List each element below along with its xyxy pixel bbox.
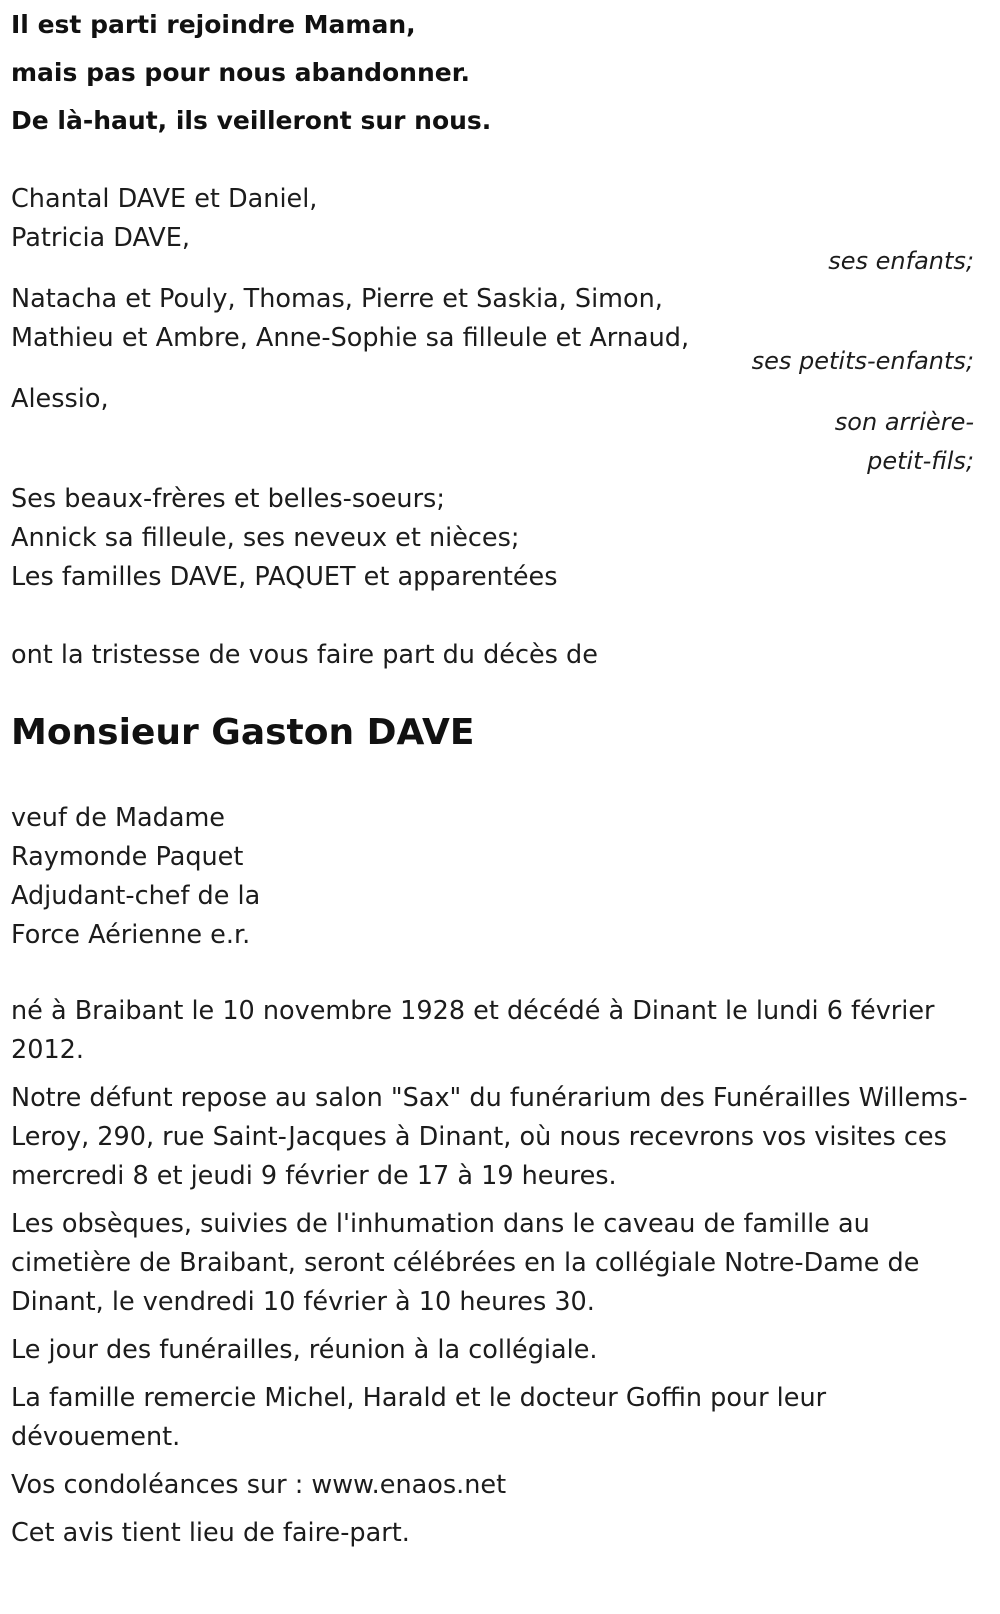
relatives-line-3: Les familles DAVE, PAQUET et apparentées — [11, 562, 558, 592]
thanks-paragraph: La famille remercie Michel, Harald et le docteur Goffin pour leur dévouement. — [11, 1383, 827, 1452]
funeral-paragraph: Les obsèques, suivies de l'inhumation dans le caveau de famille au cimetière de Braibant, seront célébrées en la collégiale Notre-Dame de Dinant, le vendredi 10 février à 10 heures 30. — [11, 1209, 920, 1317]
children-role: ses enfants; — [828, 247, 974, 275]
great-grandchild-line: Alessio, — [11, 384, 109, 414]
grandchildren-line-2: Mathieu et Ambre, Anne-Sophie sa filleule et Arnaud, — [11, 323, 690, 353]
deceased-name: Monsieur Gaston DAVE — [11, 712, 475, 753]
children-line-2: Patricia DAVE, — [11, 223, 190, 253]
quote-line-2: mais pas pour nous abandonner. — [11, 58, 470, 87]
quote-line-3: De là-haut, ils veilleront sur nous. — [11, 106, 492, 135]
viewing-paragraph: Notre défunt repose au salon "Sax" du funérarium des Funérailles Willems-Leroy, 290, rue Saint-Jacques à Dinant, où nous recevrons vos visites ces mercredi 8 et jeudi 9 février de 17 à 19 heures. — [11, 1083, 968, 1191]
deceased-info-line-3: Adjudant-chef de la — [11, 881, 261, 911]
relatives-line-2: Annick sa filleule, ses neveux et nièces; — [11, 523, 520, 553]
deceased-info-line-2: Raymonde Paquet — [11, 842, 244, 872]
deceased-info-line-4: Force Aérienne e.r. — [11, 920, 251, 950]
grandchildren-role: ses petits-enfants; — [751, 347, 974, 375]
condolences-paragraph: Vos condoléances sur : www.enaos.net — [11, 1470, 507, 1500]
quote-line-1: Il est parti rejoindre Maman, — [11, 10, 416, 39]
deceased-info-line-1: veuf de Madame — [11, 803, 225, 833]
birth-death-paragraph: né à Braibant le 10 novembre 1928 et décédé à Dinant le lundi 6 février 2012. — [11, 996, 935, 1065]
great-grandchild-role-1: son arrière- — [834, 408, 974, 436]
children-line-1: Chantal DAVE et Daniel, — [11, 184, 318, 214]
great-grandchild-role-2: petit-fils; — [867, 447, 974, 475]
announcement-text: ont la tristesse de vous faire part du décès de — [11, 640, 598, 670]
notice-paragraph: Cet avis tient lieu de faire-part. — [11, 1518, 410, 1548]
meeting-paragraph: Le jour des funérailles, réunion à la collégiale. — [11, 1335, 598, 1365]
relatives-line-1: Ses beaux-frères et belles-soeurs; — [11, 484, 445, 514]
grandchildren-line-1: Natacha et Pouly, Thomas, Pierre et Saskia, Simon, — [11, 284, 663, 314]
